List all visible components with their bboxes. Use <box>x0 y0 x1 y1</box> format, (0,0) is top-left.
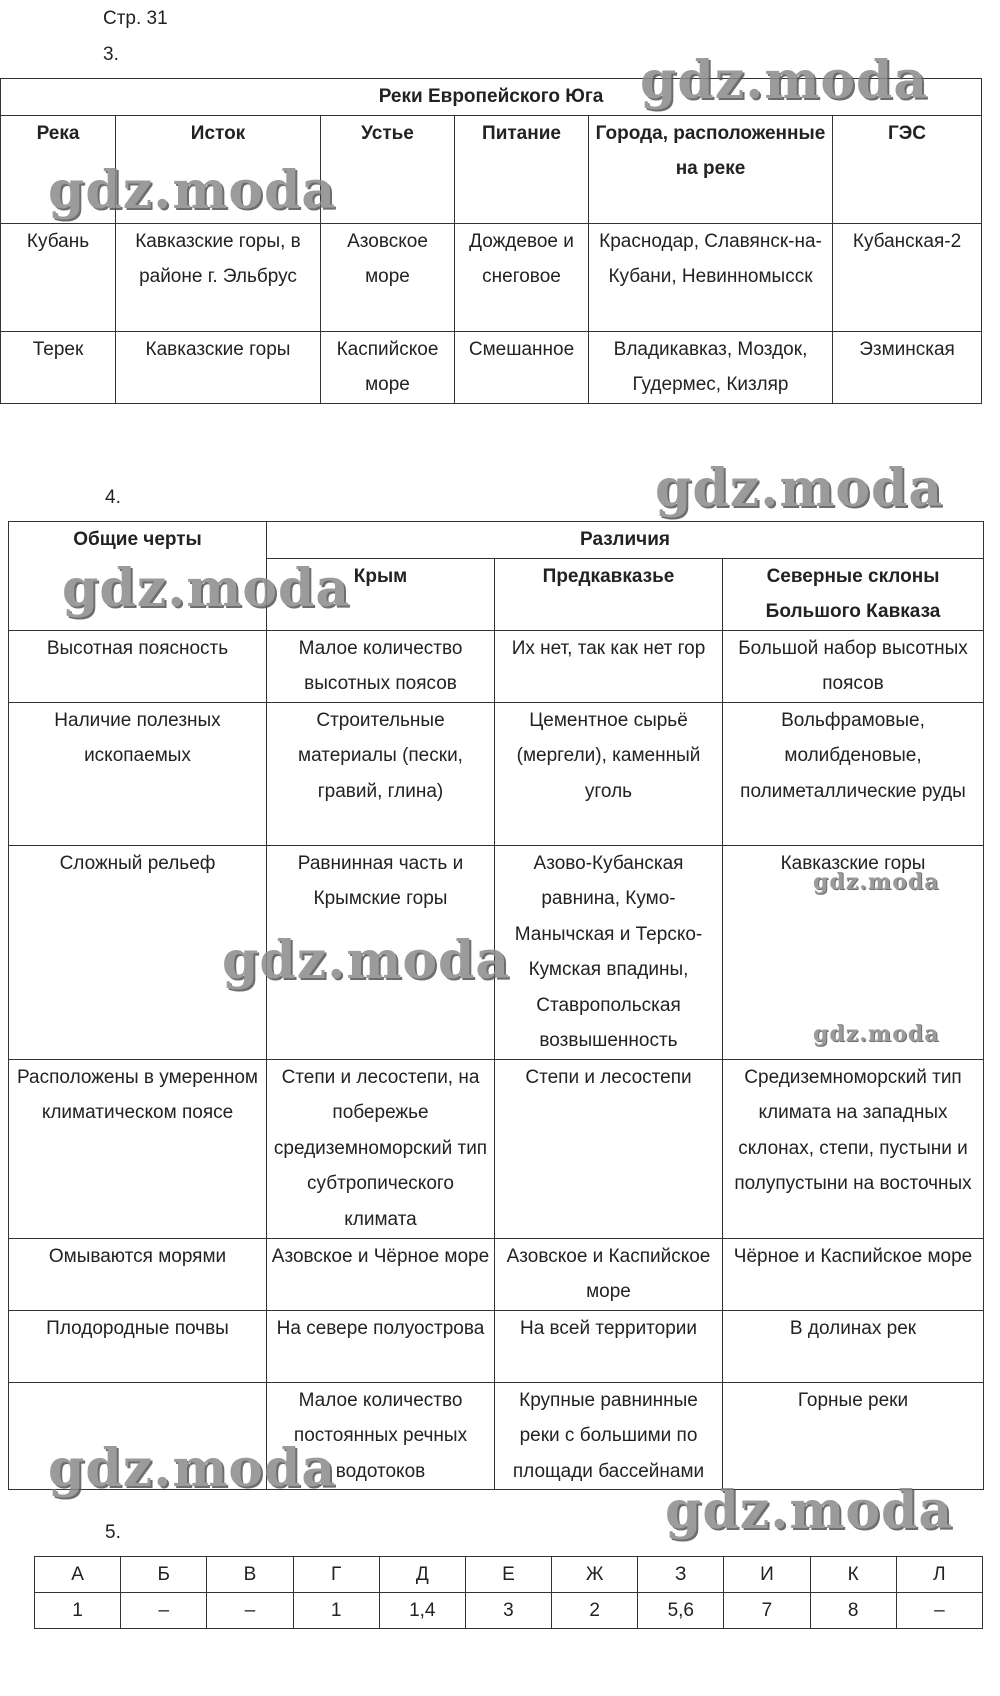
table-row <box>9 845 984 1059</box>
table-cell: Средиземноморский тип климата на западных склонах, степи, пустыни и полупустыни на восточных <box>723 1059 984 1238</box>
watermark: gdz.moda <box>655 458 944 519</box>
task4-subheader: Предкавказье <box>495 558 723 630</box>
task3-header: Река <box>1 115 116 223</box>
task5-number: 5. <box>105 1522 121 1543</box>
task3-header: Питание <box>455 115 589 223</box>
table-cell: Дождевое и снеговое <box>455 223 589 331</box>
watermark: gdz.moda <box>62 558 351 619</box>
table-cell: Кавказские горы, в районе г. Эльбрус <box>116 223 321 331</box>
table-cell: На севере полуострова <box>267 1310 495 1382</box>
table-cell: Их нет, так как нет гор <box>495 630 723 702</box>
task4-table <box>8 521 984 1490</box>
table-cell: Крупные равнинные реки с большими по площади бассейнами <box>495 1382 723 1490</box>
table-cell: Сложный рельеф <box>9 845 267 1059</box>
watermark: gdz.moda <box>48 1438 337 1499</box>
table-cell: Омываются морями <box>9 1238 267 1310</box>
task3-header: Города, расположенные на реке <box>589 115 833 223</box>
table-cell: Степи и лесостепи, на побережье средиземноморский тип субтропического климата <box>267 1059 495 1238</box>
table-cell: На всей территории <box>495 1310 723 1382</box>
table-row <box>1 223 982 331</box>
task5-answer: 5,6 <box>638 1593 724 1629</box>
table-cell <box>9 1382 267 1490</box>
task4-header-diff: Различия <box>267 522 984 559</box>
task5-answer: 3 <box>465 1593 551 1629</box>
table-cell: Плодородные почвы <box>9 1310 267 1382</box>
task5-letter: В <box>207 1557 293 1593</box>
task5-answer: – <box>121 1593 207 1629</box>
task5-answer: 2 <box>552 1593 638 1629</box>
watermark: gdz.moda <box>48 160 337 221</box>
table-cell: В долинах рек <box>723 1310 984 1382</box>
task5-letter: Л <box>896 1557 982 1593</box>
table-cell: Азовское море <box>321 223 455 331</box>
task5-letter: Ж <box>552 1557 638 1593</box>
table-cell: Кубанская-2 <box>833 223 982 331</box>
task4-subheader: Крым <box>267 558 495 630</box>
task5-letter: Г <box>293 1557 379 1593</box>
table-cell: Азовское и Каспийское море <box>495 1238 723 1310</box>
table-cell: Малое количество высотных поясов <box>267 630 495 702</box>
task4-header-common: Общие черты <box>9 522 267 631</box>
table-cell: Цементное сырьё (мергели), каменный уголь <box>495 702 723 845</box>
table-cell: Кубань <box>1 223 116 331</box>
task4-number: 4. <box>105 487 121 508</box>
table-cell: Наличие полезных ископаемых <box>9 702 267 845</box>
task5-answer: 8 <box>810 1593 896 1629</box>
table-row <box>9 1238 984 1310</box>
table-cell: Степи и лесостепи <box>495 1059 723 1238</box>
watermark: gdz.moda <box>665 1480 954 1541</box>
task4-subheader: Северные склоны Большого Кавказа <box>723 558 984 630</box>
table-cell: Азово-Кубанская равнина, Кумо-Манычская и Терско-Кумская впадины, Ставропольская возвышенность <box>495 845 723 1059</box>
task5-answer: – <box>207 1593 293 1629</box>
table-cell: Вольфрамовые, молибденовые, полиметаллические руды <box>723 702 984 845</box>
task5-letter: К <box>810 1557 896 1593</box>
table-cell: Равнинная часть и Крымские горы <box>267 845 495 1059</box>
table-cell: Высотная поясность <box>9 630 267 702</box>
task3-number: 3. <box>103 44 119 65</box>
task5-letter: Д <box>379 1557 465 1593</box>
task5-answer: 1 <box>35 1593 121 1629</box>
table-row <box>9 1310 984 1382</box>
task3-table <box>0 78 982 404</box>
task3-header: Исток <box>116 115 321 223</box>
task5-letter: Е <box>465 1557 551 1593</box>
task3-header: ГЭС <box>833 115 982 223</box>
table-cell: Эзминская <box>833 331 982 403</box>
table-cell: Владикавказ, Моздок, Гудермес, Кизляр <box>589 331 833 403</box>
page-label: Стр. 31 <box>103 8 168 29</box>
task3-header: Устье <box>321 115 455 223</box>
table-cell: Каспийское море <box>321 331 455 403</box>
table-cell: Горные реки <box>723 1382 984 1490</box>
watermark: gdz.moda <box>813 869 940 895</box>
task5-answer: 1 <box>293 1593 379 1629</box>
watermark: gdz.moda <box>640 50 929 111</box>
task5-letter: А <box>35 1557 121 1593</box>
task5-table <box>34 1556 983 1629</box>
task5-answer: 7 <box>724 1593 810 1629</box>
task5-letter: Б <box>121 1557 207 1593</box>
table-row <box>35 1557 983 1593</box>
table-cell: Терек <box>1 331 116 403</box>
task5-letter: З <box>638 1557 724 1593</box>
task3-title: Реки Европейского Юга <box>1 79 982 116</box>
table-row <box>9 1382 984 1490</box>
table-cell: Чёрное и Каспийское море <box>723 1238 984 1310</box>
watermark: gdz.moda <box>813 1021 940 1047</box>
table-cell: Малое количество постоянных речных водотоков <box>267 1382 495 1490</box>
table-row <box>9 630 984 702</box>
watermark: gdz.moda <box>222 930 511 991</box>
table-cell: Кавказские горы <box>116 331 321 403</box>
table-row <box>9 1059 984 1238</box>
table-cell: Краснодар, Славянск-на-Кубани, Невинномысск <box>589 223 833 331</box>
table-cell: Расположены в умеренном климатическом поясе <box>9 1059 267 1238</box>
table-row <box>35 1593 983 1629</box>
table-row <box>9 702 984 845</box>
table-row <box>1 331 982 403</box>
task5-answer: – <box>896 1593 982 1629</box>
table-cell: Смешанное <box>455 331 589 403</box>
table-cell: Кавказские горы <box>723 845 984 1059</box>
table-cell: Строительные материалы (пески, гравий, глина) <box>267 702 495 845</box>
task5-answer: 1,4 <box>379 1593 465 1629</box>
table-cell: Большой набор высотных поясов <box>723 630 984 702</box>
task5-letter: И <box>724 1557 810 1593</box>
table-cell: Азовское и Чёрное море <box>267 1238 495 1310</box>
